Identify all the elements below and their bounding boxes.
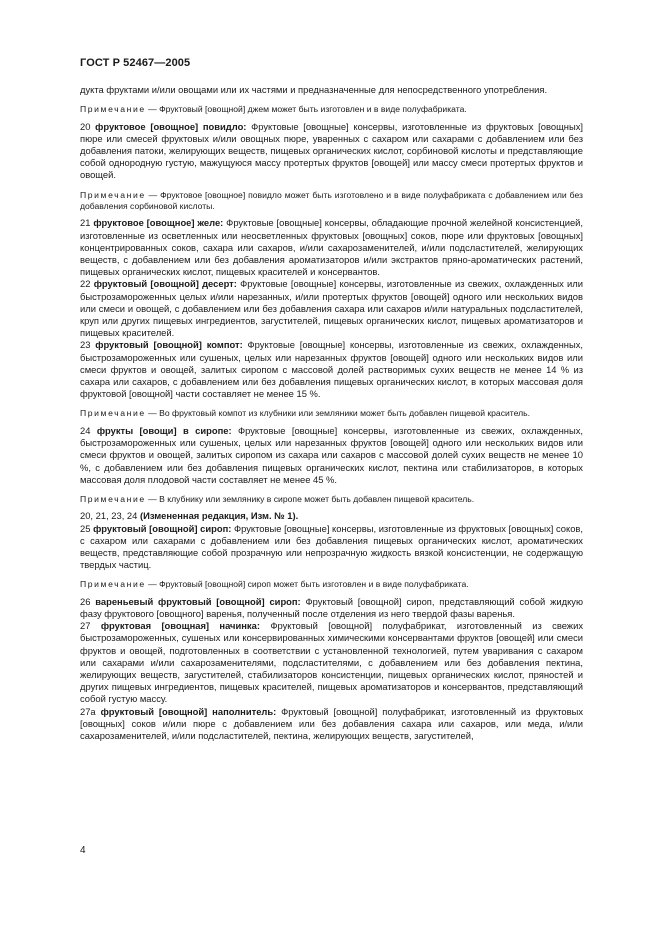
- term-number: 20: [80, 120, 91, 132]
- term-name: вареньевый фруктовый [овощной] сироп:: [95, 595, 301, 607]
- note-paragraph: [80, 104, 583, 115]
- term-definition: [80, 278, 583, 339]
- note-paragraph: [80, 579, 583, 590]
- document-header: ГОСТ Р 52467—2005: [80, 57, 191, 69]
- term-number: 22: [80, 278, 91, 290]
- note-label: Примечание: [80, 579, 146, 590]
- term-definition: [80, 523, 583, 572]
- term-name: фруктовое [овощное] повидло:: [95, 120, 247, 132]
- term-name: фруктовый [овощной] десерт:: [93, 278, 237, 290]
- body-text: дукта фруктами и/или овощами или их частями и предназначенные для непосредственного употребления.: [80, 84, 548, 95]
- term-text: Фруктовые [овощные] консервы, обладающие прочной желейной консистенцией, изготовленные из осветленных или неосветленных фруктовых [овощных] соков, пюре или фруктовых [овощных] концентрированных соков, сахара или сахаров, и/или сахарозаменителей, и/или подсластителей, желирующих веществ, с добавлением или без добавления ароматизаторов и/или экстрактов пряно-ароматических растений, пищевых органических кислот, пищевых красителей и консервантов.: [80, 217, 583, 278]
- term-text: Фруктовые [овощные] консервы, изготовленные из свежих, охлажденных, быстрозамороженных или сушеных, целых или нарезанных фруктов [овощей] одного или нескольких видов или смеси фруктов и овощей, залитых сиропом из сахара или сахаров с массовой долей сухих веществ не менее 10 %, с добавлением или без добавления пищевых органических кислот, пектина или стабилизаторов, в которых массовая доля плодовой части составляет не менее 45 %.: [80, 424, 583, 485]
- term-definition: [80, 596, 583, 620]
- note-paragraph: [80, 408, 583, 419]
- term-name: фруктовая [овощная] начинка:: [100, 620, 260, 632]
- note-text: — Фруктовый [овощной] джем может быть изготовлен и в виде полуфабриката.: [145, 104, 467, 115]
- term-name: фрукты [овощи] в сиропе:: [96, 424, 232, 436]
- term-text: Фруктовый [овощной] полуфабрикат, изготовленный из свежих быстрозамороженных, сушеных или консервированных химическими консервантами фруктов [овощей] или смеси фруктов и овощей, подготовленных в соответствии с установленной технологией, путем уваривания с сахаром или сахарами и/или сахарозаменителями, подсластителями, с добавлением или без добавления пектина, желирующих веществ, загустителей, стабилизаторов консистенции, пищевых органических кислот, пряностей и других пищевых ингредиентов, пищевых красителей, пищевых ароматизаторов и консервантов, представляющий собой густую массу.: [80, 620, 584, 705]
- term-text: Фруктовый [овощной] полуфабрикат, изготовленный из фруктовых [овощных] соков и/или пюре с добавлением или без добавления сахара или сахаров, или меда, и/или сахарозаменителей, и/или подсластителей, пектина, желирующих веществ, загустителей,: [80, 705, 584, 741]
- document-body: [80, 84, 583, 742]
- term-text: Фруктовые [овощные] консервы, изготовленные из свежих, охлажденных, быстрозамороженных или сушеных, целых или нарезанных фруктов [овощей] одного или нескольких видов или смеси фруктов и овощей, залитых сиропом с массовой долей растворимых сухих веществ не менее 14 % из сахара или сахаров, с добавлением или без добавления пищевых органических кислот, в которых массовая доля фруктовой [овощной] части составляет не менее 15 %.: [80, 339, 583, 400]
- term-number: 23: [80, 339, 91, 351]
- term-text: Фруктовые [овощные] консервы, изготовленные из фруктовых [овощных] пюре или смесей фруктовых и/или овощных пюре, уваренных с сахаром или сахарами с добавлением или без добавления патоки, желирующих веществ, пищевых органических кислот, сорбиновой кислоты и представляющие собой однородную густую, мажущуюся массу протертых фруктов [овощей] или массу смеси протертых фруктов и овощей.: [80, 120, 583, 181]
- term-definition: [80, 620, 583, 705]
- term-number: 27а: [80, 705, 96, 717]
- term-definition: [80, 217, 583, 278]
- term-number: 27: [80, 620, 91, 632]
- term-number: 26: [80, 595, 91, 607]
- page-number: 4: [80, 845, 86, 856]
- term-name: фруктовый [овощной] наполнитель:: [100, 705, 277, 717]
- amendment-label: (Измененная редакция, Изм. № 1).: [139, 510, 299, 522]
- note-paragraph: [80, 190, 583, 213]
- term-text: Фруктовый [овощной] сироп, представляющий собой жидкую фазу фруктового [овощного] варенья, полученный после отделения из него твердой фазы варенья.: [80, 595, 584, 619]
- term-number: 24: [80, 424, 91, 436]
- term-definition: [80, 425, 583, 486]
- note-label: Примечание: [80, 104, 146, 115]
- note-paragraph: [80, 494, 583, 505]
- continuation-text: [80, 84, 583, 96]
- term-definition: [80, 121, 583, 182]
- term-definition: [80, 706, 583, 743]
- term-definition: [80, 339, 583, 400]
- term-text: Фруктовые [овощные] консервы, изготовленные из фруктовых [овощных] соков, с сахаром или сахарами с добавлением или без добавления пищевых органических кислот, ароматических веществ, представляющие собой прозрачную или непрозрачную жидкость вязкой консистенции, не содержащую твердых частиц.: [80, 522, 583, 571]
- note-label: Примечание: [80, 493, 146, 504]
- amendment-numbers: 20, 21, 23, 24: [80, 510, 140, 522]
- term-name: фруктовый [овощной] компот:: [95, 339, 243, 351]
- term-number: 25: [80, 522, 91, 534]
- note-text: — Во фруктовый компот из клубники или земляники может быть добавлен пищевой краситель.: [145, 408, 531, 419]
- term-text: Фруктовые [овощные] консервы, изготовленные из свежих, охлажденных или быстрозамороженных целых и/или нарезанных, и/или протертых фруктов [овощей] одного или нескольких видов или смеси и овощей, с добавлением или без добавления сахара или сахаров и/или натуральных подсластителей, круп или других пищевых ингредиентов, загустителей, пищевых органических кислот, пищевых ароматизаторов и пищевых красителей.: [80, 278, 583, 339]
- term-name: фруктовый [овощной] сироп:: [93, 522, 232, 534]
- term-number: 21: [80, 217, 91, 229]
- term-name: фруктовое [овощное] желе:: [93, 217, 224, 229]
- note-text: — Фруктовое [овощное] повидло может быть изготовлено и в виде полуфабриката с добавлением или без добавления сорбиновой кислоты.: [80, 189, 583, 212]
- amendment-line: [80, 510, 583, 522]
- note-text: — Фруктовый [овощной] сироп может быть изготовлен и в виде полуфабриката.: [145, 579, 469, 590]
- note-label: Примечание: [80, 408, 146, 419]
- note-label: Примечание: [80, 189, 146, 200]
- note-text: — В клубнику или землянику в сиропе может быть добавлен пищевой краситель.: [145, 493, 475, 504]
